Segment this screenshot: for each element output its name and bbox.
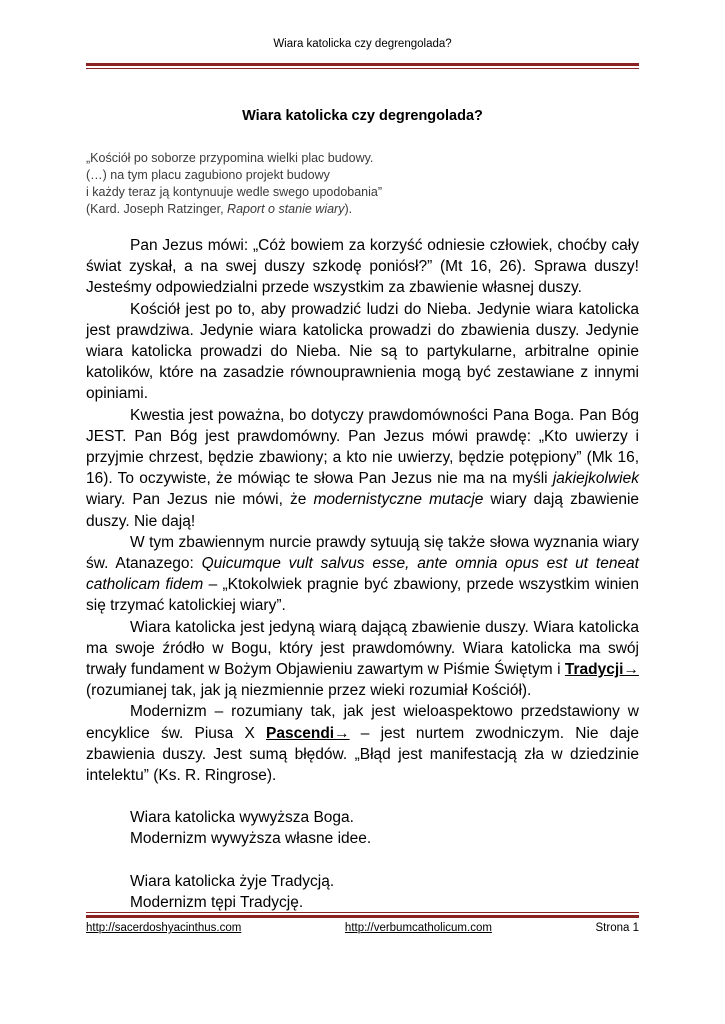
page-header: Wiara katolicka czy degrengolada? — [273, 38, 452, 50]
footer-link-sacerdoshyacinthus[interactable]: http://sacerdoshyacinthus.com — [86, 922, 242, 934]
paragraph: Pan Jezus mówi: „Cóż bowiem za korzyść odniesie człowiek, choćby cały świat zyskał, a na swej duszy szkodę poniósł?” (Mt 16, 26). Sprawa duszy! Jesteśmy odpowiedzialni przede wszystkim za zbawienie własnej duszy. — [86, 237, 639, 297]
footer-link-verbumcatholicum[interactable]: http://verbumcatholicum.com — [344, 922, 492, 934]
epigraph-line: „Kościół po soborze przypomina wielki plac budowy. — [86, 151, 374, 165]
page-footer — [86, 922, 639, 934]
header-divider — [86, 63, 639, 69]
paragraph: Kwestia jest poważna, bo dotyczy prawdomówności Pana Boga. Pan Bóg JEST. Pan Bóg jest prawdomówny. Pan Jezus mówi prawdę: „Kto uwierzy i przyjmie chrzest, będzie zbawiony; a kto nie uwierzy, będzie potępiony” (Mk 16, 16). To oczywiste, że mówiąc te słowa Pan Jezus nie ma na myśli jakiejkolwiek wiary. Pan Jezus nie mówi, że modernistyczne mutacje wiary dają zbawienie duszy. Nie dają! — [86, 406, 640, 530]
paragraph: W tym zbawiennym nurcie prawdy sytuują się także słowa wyznania wiary św. Atanazego: Quicumque vult salvus esse, ante omnia opus est ut teneat catholicam fidem – „Ktokolwiek pragnie być zbawiony, przede wszystkim winien się trzymać katolickiej wiary”. — [86, 533, 639, 615]
footer-divider — [86, 912, 639, 918]
document-title: Wiara katolicka czy degrengolada? — [242, 108, 483, 124]
contrast-line: Modernizm tępi Tradycję. — [130, 893, 304, 911]
tradycji-link[interactable]: Tradycji→ — [564, 661, 639, 679]
epigraph-line: (…) na tym placu zagubiono projekt budowy — [86, 168, 330, 182]
contrast-block — [86, 807, 639, 849]
contrast-line: Modernizm wywyższa własne idee. — [130, 830, 372, 848]
contrast-line: Wiara katolicka wywyższa Boga. — [130, 809, 354, 827]
epigraph-line: i każdy teraz ją kontynuuje wedle swego upodobania” — [86, 185, 383, 199]
page-number: Strona 1 — [595, 922, 639, 934]
document-body — [86, 108, 639, 913]
epigraph — [86, 150, 639, 218]
paragraph: Wiara katolicka jest jedyną wiarą dającą zbawienie duszy. Wiara katolicka ma swoje źródło w Bogu, który jest prawdomówny. Wiara katolicka ma swój trwały fundament w Bożym Objawieniu zawartym w Piśmie Świętym i Tradycji→ (rozumianej tak, jak ją niezmiennie przez wieki rozumiał Kościół). — [86, 618, 639, 700]
article-text — [86, 235, 639, 786]
pascendi-link[interactable]: Pascendi→ — [266, 724, 350, 742]
contrast-line: Wiara katolicka żyje Tradycją. — [130, 872, 335, 890]
paragraph: Modernizm – rozumiany tak, jak jest wieloaspektowo przedstawiony w encyklice św. Piusa X Pascendi→ – jest nurtem zwodniczym. Nie daje zbawienia duszy. Jest sumą błędów. „Błąd jest manifestacją zła w dziedzinie intelektu” (Ks. R. Ringrose). — [86, 703, 639, 785]
epigraph-attribution: (Kard. Joseph Ratzinger, Raport o stanie wiary). — [86, 202, 353, 216]
contrast-block — [86, 871, 639, 913]
paragraph: Kościół jest po to, aby prowadzić ludzi do Nieba. Jedynie wiara katolicka jest prawdziwa. Jedynie wiara katolicka prowadzi do zbawienia duszy. Jedynie wiara katolicka prowadzi do Nieba. Nie są to partykularne, arbitralne opinie katolików, które na zasadzie równouprawnienia mogą być zestawiane z innymi opiniami. — [86, 300, 639, 403]
work-title: Raport o stanie wiary — [227, 202, 345, 216]
